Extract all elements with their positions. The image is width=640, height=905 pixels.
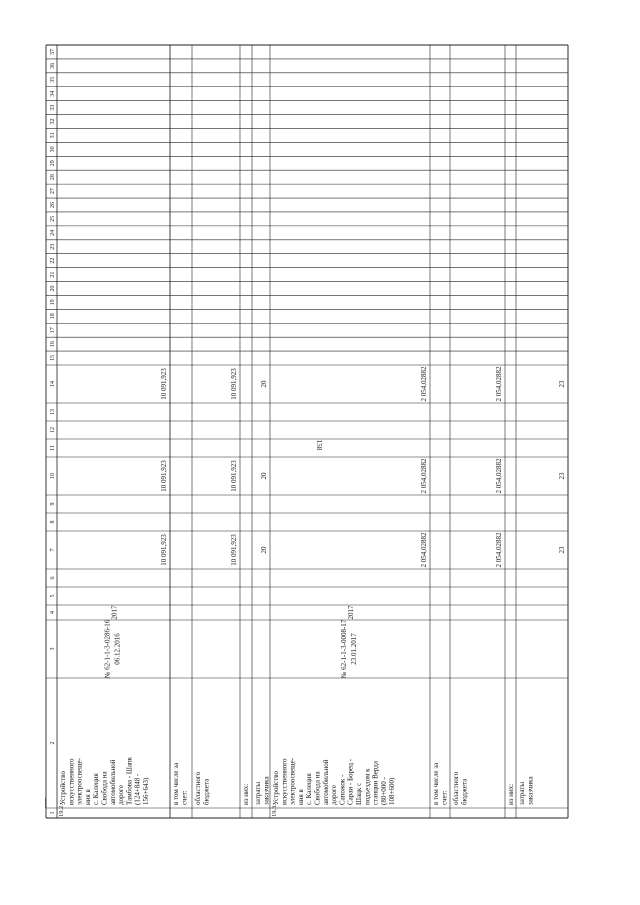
row-value: 2 054,02882 bbox=[420, 458, 428, 494]
row-name-line: станции Верда bbox=[371, 761, 380, 805]
row-name-line: Свобода на bbox=[313, 771, 322, 805]
column-number-label: 14 bbox=[50, 381, 56, 387]
row-name-line: Свобода на bbox=[100, 771, 109, 805]
row-name-line: автомобильной bbox=[321, 759, 330, 805]
row-name-line: областного bbox=[452, 771, 460, 805]
row-doc-line: 23.01.2017 bbox=[350, 633, 358, 665]
row-name-line: подъездом к bbox=[363, 768, 372, 805]
column-number-label: 8 bbox=[50, 520, 56, 524]
row-value: 2 054,02882 bbox=[420, 366, 428, 402]
column-number-label: 23 bbox=[50, 243, 56, 250]
row-name-line: Устройство bbox=[272, 770, 280, 805]
column-number-label: 4 bbox=[50, 611, 56, 614]
row-value: 20 bbox=[260, 472, 268, 480]
margin-mark bbox=[45, 798, 46, 808]
row-value: 10 091,923 bbox=[160, 368, 168, 400]
row-name-line: 156+643) bbox=[142, 777, 150, 805]
row-name-line: (80+000 - bbox=[379, 777, 388, 805]
row-value: 10 091,923 bbox=[230, 460, 238, 492]
row-name-line: в том числе за bbox=[432, 762, 440, 805]
column-number-label: 20 bbox=[50, 285, 56, 292]
column-number-label: 32 bbox=[50, 118, 56, 125]
column-number-label: 34 bbox=[50, 90, 56, 97]
row-name-line: ния в bbox=[83, 789, 92, 805]
row-name-line: Тамбова - Шапк bbox=[125, 756, 134, 805]
row-value: 2 054,02882 bbox=[495, 458, 503, 494]
column-number-label: 37 bbox=[50, 48, 56, 55]
column-number-label: 11 bbox=[50, 445, 56, 451]
row-value: 10 091,923 bbox=[160, 460, 168, 492]
row-name-line: с. Калеция bbox=[305, 773, 314, 805]
column-number-label: 31 bbox=[50, 132, 56, 139]
row-doc-line: № 62-1-1-3-0008-17 bbox=[340, 619, 348, 679]
row-name-line: дороге bbox=[117, 785, 126, 805]
column-number-label: 22 bbox=[50, 257, 56, 264]
row-number: 19.2. bbox=[58, 804, 65, 817]
column-number-label: 7 bbox=[50, 548, 56, 552]
column-number-label: 9 bbox=[50, 502, 56, 506]
column-number-label: 6 bbox=[50, 576, 56, 580]
row-name-line: из них: bbox=[507, 783, 515, 805]
row-value: 23 bbox=[558, 472, 566, 480]
row-value: 2 054,02882 bbox=[420, 532, 428, 568]
column-number-label: 5 bbox=[50, 594, 56, 598]
column-number-label: 25 bbox=[50, 215, 56, 222]
row-name-line: электроосвеще- bbox=[75, 758, 84, 805]
row-name-line: искусственного bbox=[280, 758, 289, 805]
row-name-line: дороге bbox=[330, 785, 339, 805]
row-number: 19.3. bbox=[271, 804, 278, 817]
column-number-label: 17 bbox=[50, 327, 56, 334]
column-number-label: 12 bbox=[50, 427, 56, 433]
row-doc-line: 06.12.2016 bbox=[113, 633, 122, 665]
row-name-line: областного bbox=[194, 771, 202, 805]
row-name-line: Сапожок - bbox=[338, 774, 347, 805]
column-number-label: 35 bbox=[50, 76, 56, 83]
row-name-line: автомобильной bbox=[108, 759, 117, 805]
row-name-line: 108+600) bbox=[388, 777, 397, 805]
row-value: 10 091,923 bbox=[230, 534, 238, 566]
column-number-label: 10 bbox=[50, 473, 56, 479]
row-name-line: с. Калеция bbox=[92, 773, 101, 805]
column-number-label: 18 bbox=[50, 313, 56, 320]
row-value: 20 bbox=[260, 546, 268, 554]
column-number-label: 36 bbox=[50, 62, 56, 69]
column-number-label: 2 bbox=[50, 741, 56, 745]
column-number-label: 26 bbox=[50, 202, 56, 208]
row-name-line: счет: bbox=[180, 790, 189, 805]
page-number: 158 bbox=[315, 439, 323, 451]
row-name-line: искусственного bbox=[67, 758, 76, 805]
column-number-label: 19 bbox=[50, 299, 56, 306]
row-name-line: в том числе за bbox=[172, 762, 180, 805]
row-value: 10 091,923 bbox=[160, 534, 168, 566]
row-name-line: бюджета bbox=[460, 778, 469, 805]
row-name-line: (124+848 - bbox=[133, 773, 142, 805]
row-name-line: Устройство bbox=[59, 770, 67, 805]
column-number-label: 16 bbox=[50, 341, 56, 348]
row-doc-line: № 62-1-1-3-0286-16 bbox=[103, 619, 112, 679]
row-name-line: заказчика bbox=[262, 776, 271, 805]
row-value: 2 054,02882 bbox=[495, 366, 503, 402]
row-name-line: затраты bbox=[254, 781, 262, 805]
row-value: 23 bbox=[558, 380, 566, 388]
row-name-line: из них: bbox=[242, 783, 250, 805]
row-name-line: заказчика bbox=[526, 776, 535, 805]
row-name-line: бюджета bbox=[202, 778, 211, 805]
column-number-label: 21 bbox=[50, 271, 56, 278]
row-value: 23 bbox=[558, 546, 566, 554]
column-number-label: 27 bbox=[50, 188, 56, 195]
column-number-label: 33 bbox=[50, 104, 56, 111]
column-number-label: 29 bbox=[50, 160, 56, 167]
row-value: 10 091,923 bbox=[230, 368, 238, 400]
row-year: 2017 bbox=[110, 605, 119, 620]
column-number-label: 24 bbox=[50, 229, 56, 236]
row-value: 2 054,02882 bbox=[495, 532, 503, 568]
column-number-label: 1 bbox=[50, 811, 56, 815]
column-number-label: 13 bbox=[50, 409, 56, 415]
column-number-label: 3 bbox=[50, 647, 56, 651]
row-name-line: электроосвеще- bbox=[288, 758, 297, 805]
column-number-label: 15 bbox=[50, 355, 56, 362]
row-value: 20 bbox=[260, 380, 268, 388]
row-name-line: затраты bbox=[518, 781, 526, 805]
row-name-line: Шацк с bbox=[355, 782, 363, 805]
row-name-line: Сараи - Борец - bbox=[346, 759, 355, 805]
row-name-line: счет: bbox=[440, 790, 449, 805]
row-year: 2017 bbox=[347, 605, 355, 620]
column-number-label: 28 bbox=[50, 174, 56, 181]
row-name-line: ния в bbox=[296, 789, 305, 805]
column-number-label: 30 bbox=[50, 146, 56, 153]
